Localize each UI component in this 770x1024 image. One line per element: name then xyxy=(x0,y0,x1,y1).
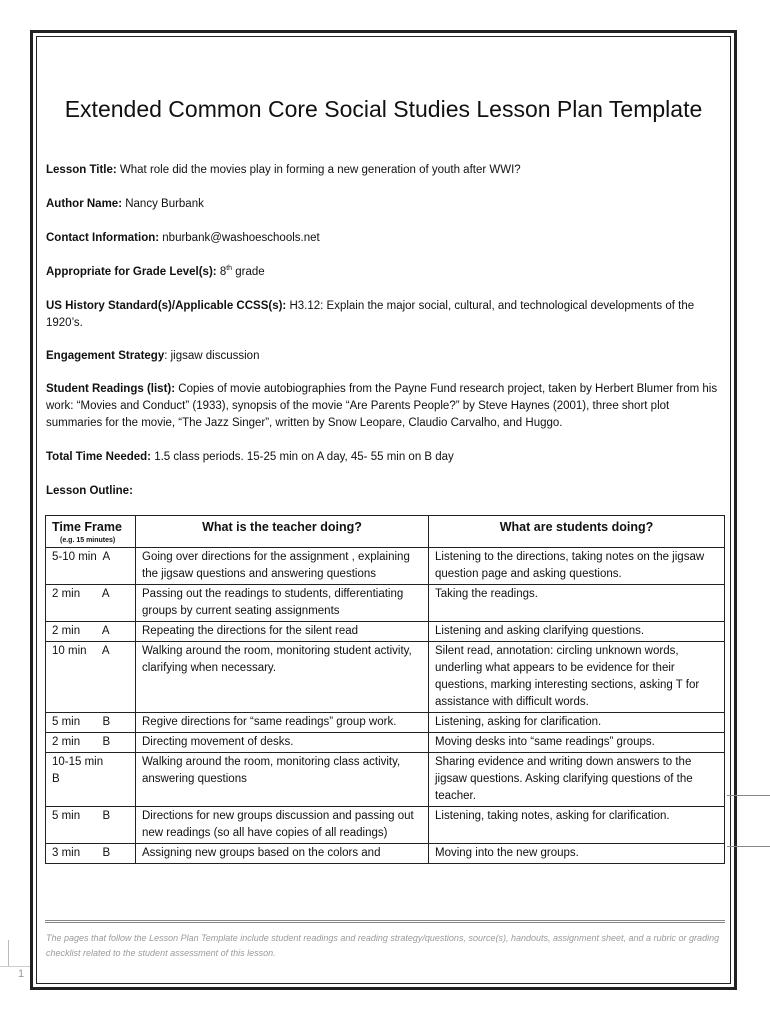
row-students: Listening to the directions, taking notes on the jigsaw question page and asking questions. xyxy=(429,548,725,585)
table-row xyxy=(46,548,725,585)
student-readings-field xyxy=(46,381,724,432)
author-name-value: Nancy Burbank xyxy=(122,198,204,210)
row-students: Silent read, annotation: circling unknown words, underling what appears to be evidence for their questions, marking interesting sections, asking T for assistance with difficult words. xyxy=(429,642,725,713)
row-students: Moving desks into “same readings” groups. xyxy=(429,733,725,753)
row-teacher: Directing movement of desks. xyxy=(136,733,429,753)
lesson-outline-table xyxy=(45,515,725,864)
table-row xyxy=(46,753,725,807)
table-header-row xyxy=(46,516,725,548)
grade-level-value: 8 xyxy=(216,266,227,278)
document-title: Extended Common Core Social Studies Lesson Plan Template xyxy=(64,96,703,122)
total-time-value: 1.5 class periods. 15-25 min on A day, 45- 55 min on B day xyxy=(151,451,454,463)
grade-level-suffix: th xyxy=(226,265,233,273)
header-time-frame-example: (e.g. 15 minutes) xyxy=(60,537,116,544)
lesson-outline-heading xyxy=(46,483,724,500)
row-time: 5 min B xyxy=(46,713,136,733)
lesson-outline-label: Lesson Outline: xyxy=(46,485,133,497)
total-time-label: Total Time Needed: xyxy=(46,451,152,463)
row-teacher: Walking around the room, monitoring student activity, clarifying when necessary. xyxy=(136,642,429,713)
page-number: 1 xyxy=(18,968,25,980)
row-teacher: Assigning new groups based on the colors and xyxy=(136,844,429,864)
row-time: 2 min A xyxy=(46,585,136,622)
contact-information-label: Contact Information: xyxy=(46,232,160,244)
row-students: Taking the readings. xyxy=(429,585,725,622)
contact-information-value: nburbank@washoeschools.net xyxy=(159,232,320,244)
row-teacher: Walking around the room, monitoring class activity, answering questions xyxy=(136,753,429,807)
row-teacher: Going over directions for the assignment , explaining the jigsaw questions and answering questions xyxy=(136,548,429,585)
row-teacher: Passing out the readings to students, differentiating groups by current seating assignments xyxy=(136,585,429,622)
footer-note: The pages that follow the Lesson Plan Template include student readings and reading strategy/questions, source(s), handouts, assignment sheet, and a rubric or grading checklist related to the student assessment of this lesson. xyxy=(46,933,720,958)
grade-level-label: Appropriate for Grade Level(s): xyxy=(46,266,217,278)
margin-line-lower xyxy=(727,846,770,847)
header-time-frame xyxy=(46,516,136,548)
row-time: 5-10 min A xyxy=(46,548,136,585)
header-teacher: What is the teacher doing? xyxy=(136,516,429,548)
lesson-title-label: Lesson Title: xyxy=(46,164,117,176)
row-students: Sharing evidence and writing down answers to the jigsaw questions. Asking clarifying questions of the teacher. xyxy=(429,753,725,807)
row-time: 3 min B xyxy=(46,844,136,864)
standards-label: US History Standard(s)/Applicable CCSS(s): xyxy=(46,300,287,312)
grade-level-value-post: grade xyxy=(232,266,265,278)
table-row xyxy=(46,622,725,642)
table-row xyxy=(46,713,725,733)
lesson-title-value: What role did the movies play in forming a new generation of youth after WWI? xyxy=(116,164,521,176)
page-number-rule xyxy=(0,966,30,967)
engagement-strategy-label: Engagement Strategy xyxy=(46,350,165,362)
standards-value: H3.12: Explain the major social, cultural, and technological developments of the 1920’s. xyxy=(46,300,695,329)
engagement-strategy-field xyxy=(46,348,724,365)
table-row xyxy=(46,733,725,753)
standards-field xyxy=(46,298,724,332)
grade-level-field xyxy=(46,264,724,281)
student-readings-label: Student Readings (list): xyxy=(46,383,176,395)
header-students: What are students doing? xyxy=(429,516,725,548)
engagement-strategy-value: : jigsaw discussion xyxy=(164,350,260,362)
table-row xyxy=(46,585,725,622)
table-row xyxy=(46,642,725,713)
row-students: Moving into the new groups. xyxy=(429,844,725,864)
lesson-title-field xyxy=(46,162,724,179)
row-students: Listening, asking for clarification. xyxy=(429,713,725,733)
row-teacher: Directions for new groups discussion and passing out new readings (so all have copies of all readings) xyxy=(136,807,429,844)
row-time: 5 min B xyxy=(46,807,136,844)
footer-divider xyxy=(45,920,725,923)
margin-tick xyxy=(8,940,9,966)
author-name-label: Author Name: xyxy=(46,198,123,210)
header-time-frame-label: Time Frame xyxy=(52,520,122,534)
student-readings-value: Copies of movie autobiographies from the Payne Fund research project, taken by Herbert Blumer from his work: “Movies and Conduct” (1933), synopsis of the movie “Are Parents People?” by Steve Haynes (2001), three short plot summaries for the movie, “The Jazz Singer”, written by Snow Leopare, Claudio Carvalho, and Huggo. xyxy=(46,383,718,429)
author-name-field xyxy=(46,196,724,213)
table-row xyxy=(46,807,725,844)
row-time: 10-15 min B xyxy=(46,753,136,807)
row-time: 2 min B xyxy=(46,733,136,753)
table-row xyxy=(46,844,725,864)
row-teacher: Repeating the directions for the silent read xyxy=(136,622,429,642)
row-time: 10 min A xyxy=(46,642,136,713)
margin-line-upper xyxy=(727,795,770,796)
contact-information-field xyxy=(46,230,724,247)
row-time: 2 min A xyxy=(46,622,136,642)
total-time-field xyxy=(46,449,724,466)
row-students: Listening, taking notes, asking for clarification. xyxy=(429,807,725,844)
row-students: Listening and asking clarifying questions. xyxy=(429,622,725,642)
row-teacher: Regive directions for “same readings” group work. xyxy=(136,713,429,733)
